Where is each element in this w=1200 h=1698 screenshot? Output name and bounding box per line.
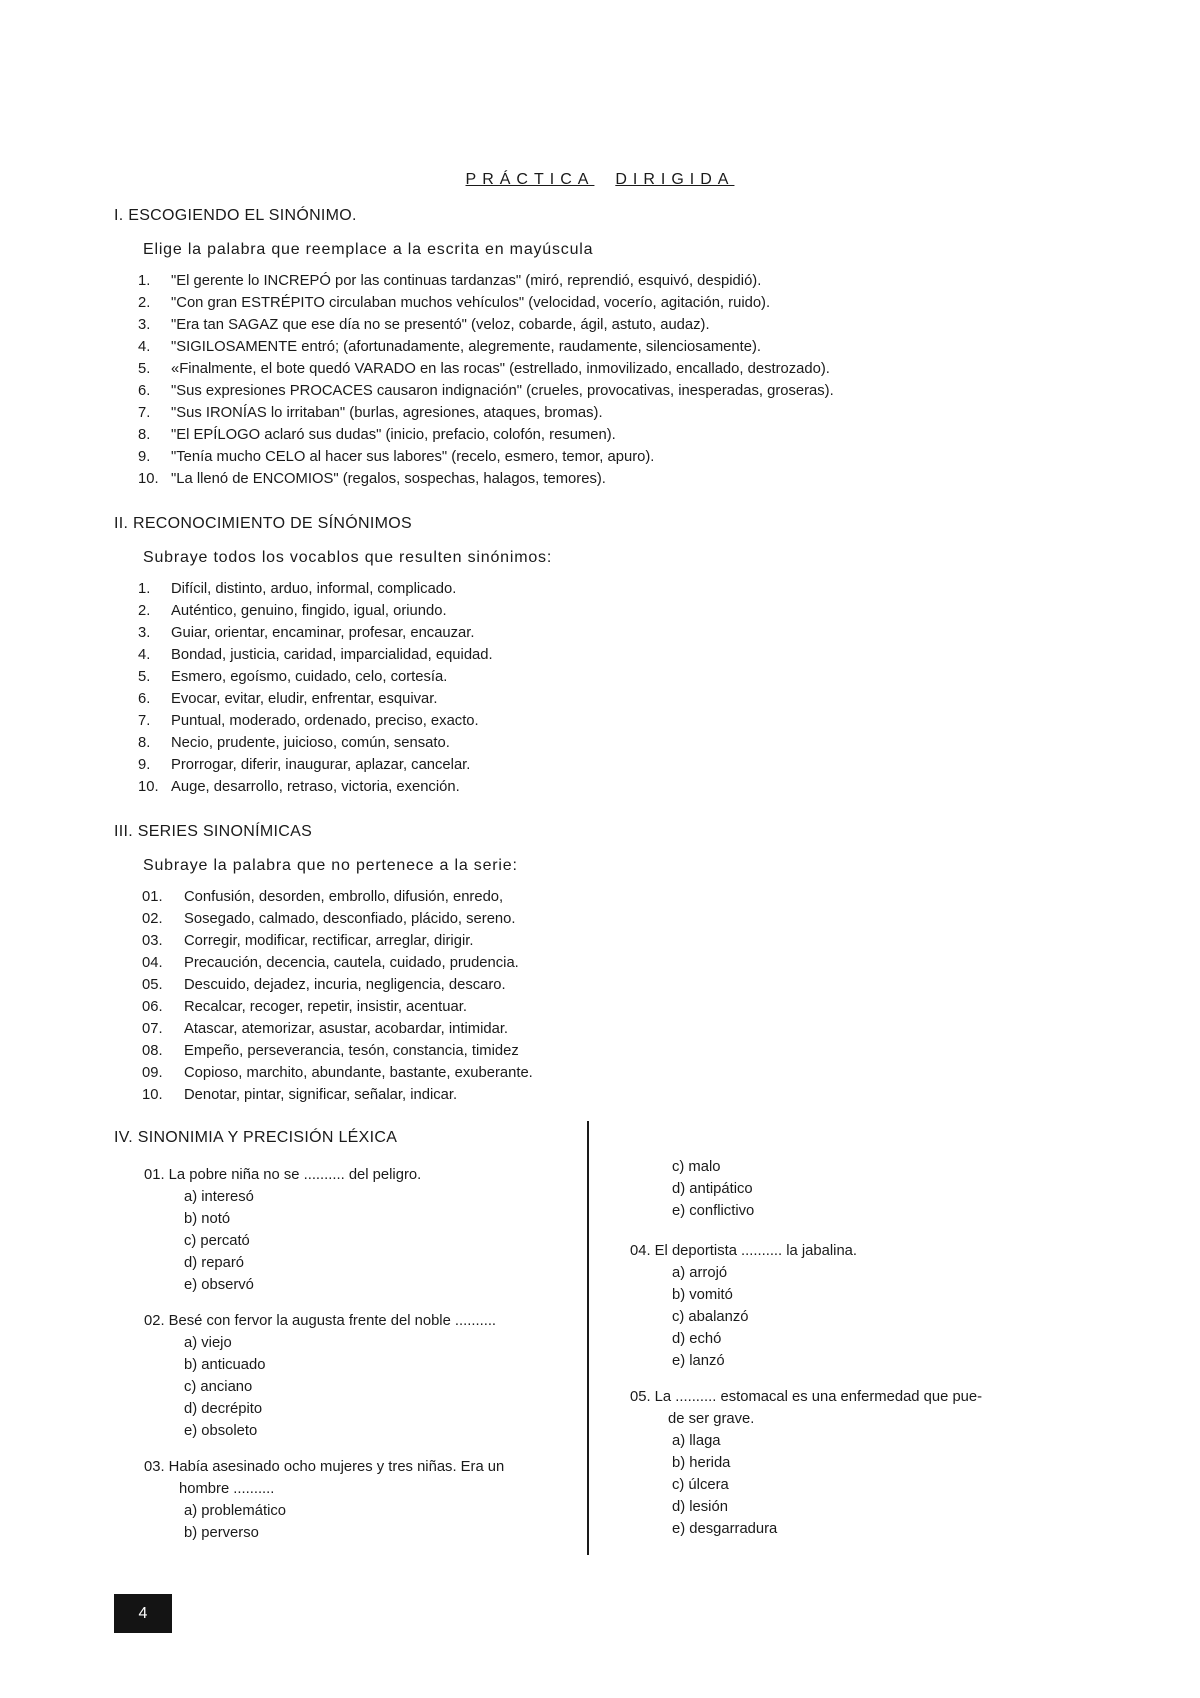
option: e) desgarradura — [672, 1521, 778, 1537]
option: c) abalanzó — [672, 1309, 749, 1325]
item-text: Precaución, decencia, cautela, cuidado, prudencia. — [184, 955, 519, 971]
item-number: 1. — [138, 581, 151, 597]
list-item — [142, 996, 533, 1018]
list-item — [138, 666, 493, 688]
list-item — [138, 358, 834, 380]
option: b) anticuado — [184, 1357, 266, 1373]
list-item — [138, 644, 493, 666]
option: d) reparó — [184, 1255, 245, 1271]
section-1-list — [138, 270, 834, 490]
item-number: 2. — [138, 295, 151, 311]
item-text: Puntual, moderado, ordenado, preciso, exacto. — [171, 713, 479, 729]
list-item — [142, 1084, 533, 1106]
title-word-dirigida: DIRIGIDA — [615, 171, 735, 188]
option: d) lesión — [672, 1499, 728, 1515]
list-item — [138, 402, 834, 424]
list-item — [138, 314, 834, 336]
item-number: 8. — [138, 427, 151, 443]
list-item — [138, 754, 493, 776]
list-item — [142, 886, 533, 908]
column-divider — [587, 1121, 589, 1555]
question-01 — [144, 1164, 421, 1296]
list-item — [138, 380, 834, 402]
list-item — [142, 1040, 533, 1062]
question-stem-continued: de ser grave. — [668, 1411, 755, 1427]
list-item — [138, 600, 493, 622]
option: c) úlcera — [672, 1477, 729, 1493]
item-number: 8. — [138, 735, 151, 751]
option: a) llaga — [672, 1433, 721, 1449]
item-text: Necio, prudente, juicioso, común, sensato. — [171, 735, 450, 751]
list-item — [138, 292, 834, 314]
item-number: 05. — [142, 977, 163, 993]
item-text: "Sus expresiones PROCACES causaron indignación" (crueles, provocativas, inesperadas, groseras). — [171, 383, 834, 399]
item-text: Auténtico, genuino, fingido, igual, oriundo. — [171, 603, 447, 619]
question-stem: 05. La .......... estomacal es una enfermedad que pue- — [630, 1389, 983, 1405]
option: c) anciano — [184, 1379, 253, 1395]
title-word-practica: PRÁCTICA — [465, 171, 595, 188]
item-text: Bondad, justicia, caridad, imparcialidad, equidad. — [171, 647, 493, 663]
option: c) malo — [672, 1159, 721, 1175]
list-item — [138, 468, 834, 490]
item-text: Prorrogar, diferir, inaugurar, aplazar, cancelar. — [171, 757, 471, 773]
item-text: "Tenía mucho CELO al hacer sus labores" (recelo, esmero, temor, apuro). — [171, 449, 655, 465]
list-item — [142, 930, 533, 952]
item-number: 2. — [138, 603, 151, 619]
item-text: Descuido, dejadez, incuria, negligencia, descaro. — [184, 977, 506, 993]
question-03-continued — [630, 1156, 754, 1222]
item-text: "Sus IRONÍAS lo irritaban" (burlas, agresiones, ataques, bromas). — [171, 405, 603, 421]
item-text: Sosegado, calmado, desconfiado, plácido, sereno. — [184, 911, 516, 927]
item-text: "SIGILOSAMENTE entró; (afortunadamente, alegremente, raudamente, silenciosamente). — [171, 339, 762, 355]
item-number: 10. — [138, 779, 159, 795]
item-text: Atascar, atemorizar, asustar, acobardar, intimidar. — [184, 1021, 509, 1037]
item-text: Esmero, egoísmo, cuidado, celo, cortesía. — [171, 669, 448, 685]
option: e) conflictivo — [672, 1203, 755, 1219]
option: b) vomitó — [672, 1287, 733, 1303]
item-text: "Era tan SAGAZ que ese día no se presentó" (veloz, cobarde, ágil, astuto, audaz). — [171, 317, 710, 333]
item-number: 4. — [138, 647, 151, 663]
question-stem: 03. Había asesinado ocho mujeres y tres niñas. Era un — [144, 1459, 505, 1475]
question-stem: 02. Besé con fervor la augusta frente del noble .......... — [144, 1313, 497, 1329]
item-text: "La llenó de ENCOMIOS" (regalos, sospechas, halagos, temores). — [171, 471, 606, 487]
item-number: 08. — [142, 1043, 163, 1059]
item-text: Corregir, modificar, rectificar, arreglar, dirigir. — [184, 933, 474, 949]
item-number: 06. — [142, 999, 163, 1015]
list-item — [142, 1018, 533, 1040]
list-item — [138, 688, 493, 710]
item-text: "El gerente lo INCREPÓ por las continuas tardanzas" (miró, reprendió, esquivó, despidió). — [171, 273, 762, 289]
question-stem: 04. El deportista .......... la jabalina. — [630, 1243, 858, 1259]
option: a) viejo — [184, 1335, 232, 1351]
item-text: "Con gran ESTRÉPITO circulaban muchos vehículos" (velocidad, vocerío, agitación, ruido). — [171, 295, 771, 311]
item-number: 10. — [142, 1087, 163, 1103]
option: e) obsoleto — [184, 1423, 258, 1439]
list-item — [142, 974, 533, 996]
item-text: Confusión, desorden, embrollo, difusión, enredo, — [184, 889, 504, 905]
option: b) perverso — [184, 1525, 259, 1541]
list-item — [142, 908, 533, 930]
list-item — [142, 952, 533, 974]
item-number: 7. — [138, 713, 151, 729]
item-number: 03. — [142, 933, 163, 949]
item-number: 07. — [142, 1021, 163, 1037]
section-1-instruction: Elige la palabra que reemplace a la escrita en mayúscula — [143, 241, 594, 258]
item-text: Denotar, pintar, significar, señalar, indicar. — [184, 1087, 458, 1103]
page-number: 4 — [114, 1594, 172, 1633]
item-number: 04. — [142, 955, 163, 971]
item-text: Empeño, perseverancia, tesón, constancia, timidez — [184, 1043, 519, 1059]
item-text: Recalcar, recoger, repetir, insistir, acentuar. — [184, 999, 467, 1015]
item-text: Difícil, distinto, arduo, informal, complicado. — [171, 581, 457, 597]
list-item — [138, 578, 493, 600]
item-text: Guiar, orientar, encaminar, profesar, encauzar. — [171, 625, 475, 641]
item-number: 4. — [138, 339, 151, 355]
option: c) percató — [184, 1233, 250, 1249]
item-number: 3. — [138, 317, 151, 333]
option: e) observó — [184, 1277, 254, 1293]
item-number: 1. — [138, 273, 151, 289]
item-text: «Finalmente, el bote quedó VARADO en las rocas" (estrellado, inmovilizado, encallado, destrozado). — [171, 361, 830, 377]
item-number: 01. — [142, 889, 163, 905]
item-number: 6. — [138, 691, 151, 707]
option: d) antipático — [672, 1181, 753, 1197]
item-number: 9. — [138, 449, 151, 465]
question-stem-continued: hombre .......... — [179, 1481, 275, 1497]
list-item — [138, 776, 493, 798]
list-item — [138, 424, 834, 446]
option: a) problemático — [184, 1503, 286, 1519]
list-item — [138, 336, 834, 358]
option: b) notó — [184, 1211, 231, 1227]
section-2-list — [138, 578, 493, 798]
list-item — [142, 1062, 533, 1084]
item-number: 3. — [138, 625, 151, 641]
item-text: "El EPÍLOGO aclaró sus dudas" (inicio, prefacio, colofón, resumen). — [171, 427, 616, 443]
section-3-instruction: Subraye la palabra que no pertenece a la serie: — [143, 857, 518, 874]
option: e) lanzó — [672, 1353, 725, 1369]
item-text: Auge, desarrollo, retraso, victoria, exención. — [171, 779, 460, 795]
item-number: 7. — [138, 405, 151, 421]
item-text: Copioso, marchito, abundante, bastante, exuberante. — [184, 1065, 533, 1081]
list-item — [138, 732, 493, 754]
question-05 — [630, 1386, 982, 1540]
item-number: 5. — [138, 669, 151, 685]
section-1-title: I. ESCOGIENDO EL SINÓNIMO. — [114, 207, 357, 224]
list-item — [138, 446, 834, 468]
option: b) herida — [672, 1455, 731, 1471]
option: a) arrojó — [672, 1265, 728, 1281]
question-03 — [144, 1456, 504, 1544]
list-item — [138, 270, 834, 292]
section-4-title: IV. SINONIMIA Y PRECISIÓN LÉXICA — [114, 1129, 398, 1146]
option: a) interesó — [184, 1189, 254, 1205]
item-number: 9. — [138, 757, 151, 773]
item-text: Evocar, evitar, eludir, enfrentar, esquivar. — [171, 691, 438, 707]
item-number: 6. — [138, 383, 151, 399]
list-item — [138, 622, 493, 644]
list-item — [138, 710, 493, 732]
page-title — [0, 170, 1200, 190]
section-3-title: III. SERIES SINONÍMICAS — [114, 823, 313, 840]
section-3-list — [142, 886, 533, 1106]
question-stem: 01. La pobre niña no se .......... del peligro. — [144, 1167, 422, 1183]
item-number: 02. — [142, 911, 163, 927]
item-number: 5. — [138, 361, 151, 377]
item-number: 09. — [142, 1065, 163, 1081]
section-2-title: II. RECONOCIMIENTO DE SÍNÓNIMOS — [114, 515, 412, 532]
option: d) decrépito — [184, 1401, 263, 1417]
item-number: 10. — [138, 471, 159, 487]
question-02 — [144, 1310, 496, 1442]
section-2-instruction: Subraye todos los vocablos que resulten sinónimos: — [143, 549, 553, 566]
question-04 — [630, 1240, 857, 1372]
option: d) echó — [672, 1331, 722, 1347]
